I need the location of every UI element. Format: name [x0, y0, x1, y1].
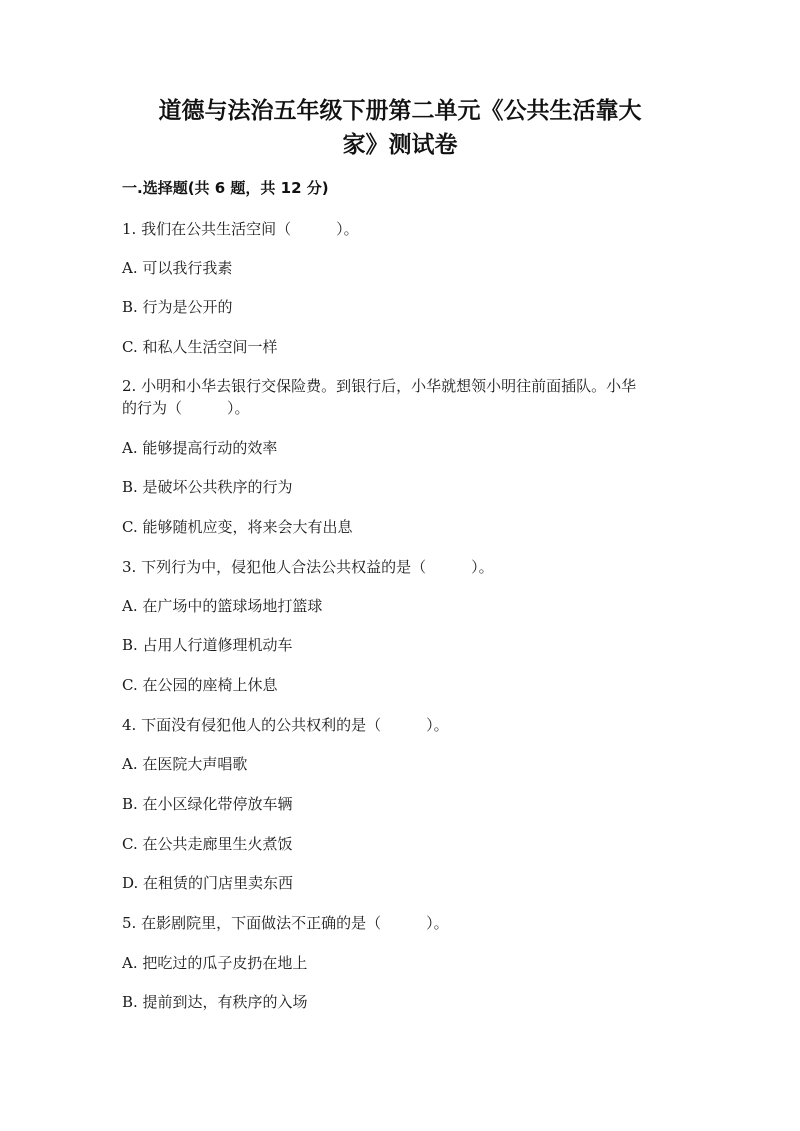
question-2-option-b: B. 是破坏公共秩序的行为	[122, 478, 293, 496]
question-4-option-d: D. 在租赁的门店里卖东西	[122, 874, 294, 892]
title-line-2: 家》测试卷	[342, 131, 458, 158]
question-3-stem: 3. 下列行为中，侵犯他人合法公共权益的是（ ）。	[122, 558, 494, 576]
question-2-stem-line-1: 2. 小明和小华去银行交保险费。到银行后，小华就想领小明往前面插队。小华	[122, 377, 637, 395]
question-4-stem: 4. 下面没有侵犯他人的公共权利的是（ ）。	[122, 716, 449, 734]
question-1-option-b: B. 行为是公开的	[122, 298, 233, 316]
question-1-option-a: A. 可以我行我素	[122, 259, 233, 277]
title-line-1: 道德与法治五年级下册第二单元《公共生活靠大	[158, 97, 642, 124]
section-heading: 一.选择题(共 6 题，共 12 分)	[122, 179, 329, 197]
question-5-option-b: B. 提前到达，有秩序的入场	[122, 993, 308, 1011]
question-4-option-b: B. 在小区绿化带停放车辆	[122, 795, 293, 813]
question-2-stem-line-2: 的行为（ ）。	[122, 399, 250, 417]
question-2-option-c: C. 能够随机应变，将来会大有出息	[122, 518, 353, 536]
question-1-stem: 1. 我们在公共生活空间（ ）。	[122, 220, 359, 238]
question-3-option-c: C. 在公园的座椅上休息	[122, 676, 278, 694]
question-4-option-a: A. 在医院大声唱歌	[122, 755, 248, 773]
page-title	[0, 94, 800, 162]
question-5-option-a: A. 把吃过的瓜子皮扔在地上	[122, 954, 308, 972]
question-2-option-a: A. 能够提高行动的效率	[122, 439, 278, 457]
question-3-option-a: A. 在广场中的篮球场地打篮球	[122, 597, 323, 615]
question-5-stem: 5. 在影剧院里，下面做法不正确的是（ ）。	[122, 914, 449, 932]
question-3-option-b: B. 占用人行道修理机动车	[122, 636, 293, 654]
question-1-option-c: C. 和私人生活空间一样	[122, 338, 278, 356]
question-4-option-c: C. 在公共走廊里生火煮饭	[122, 835, 293, 853]
